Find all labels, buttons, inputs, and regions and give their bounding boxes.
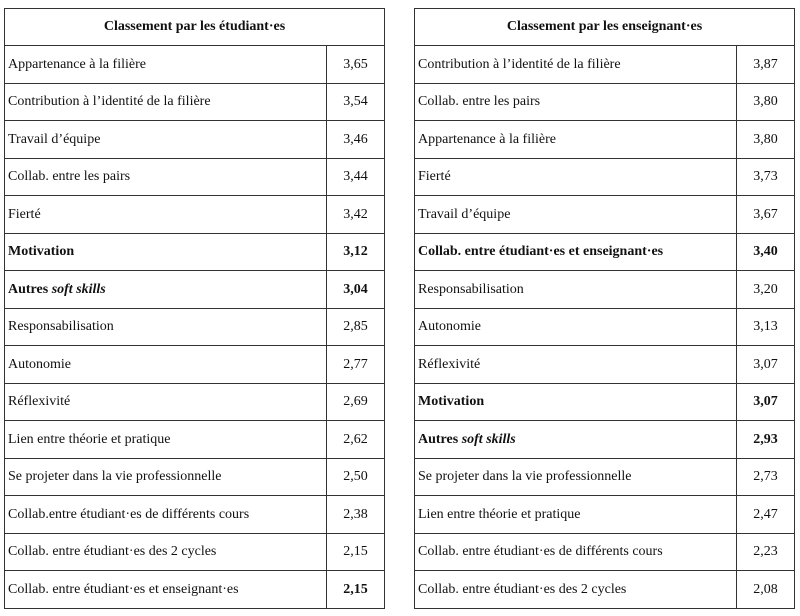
- row-label-text: Responsabilisation: [8, 319, 114, 335]
- row-label-text: Autonomie: [8, 356, 71, 372]
- row-score: 3,04: [327, 271, 385, 309]
- row-score: 3,42: [327, 196, 385, 234]
- table-row: [415, 196, 795, 234]
- row-label-text: Lien entre théorie et pratique: [8, 431, 171, 447]
- teacher-ranking-header-row: [415, 9, 795, 46]
- table-row: [415, 46, 795, 84]
- table-row: [5, 233, 385, 271]
- row-score: 3,54: [327, 83, 385, 121]
- row-label: [415, 233, 737, 271]
- row-label-text: Appartenance à la filière: [8, 56, 146, 72]
- row-score: 3,44: [327, 158, 385, 196]
- row-score: 3,13: [737, 308, 795, 346]
- row-label: [415, 196, 737, 234]
- teacher-ranking-header: Classement par les enseignant·es: [415, 9, 795, 46]
- row-score: 2,38: [327, 496, 385, 534]
- table-row: [5, 346, 385, 384]
- row-score: 3,65: [327, 46, 385, 84]
- row-label: [5, 271, 327, 309]
- row-score: 2,85: [327, 308, 385, 346]
- row-score: 2,23: [737, 533, 795, 571]
- row-score: 3,87: [737, 46, 795, 84]
- row-label-text: Responsabilisation: [418, 281, 524, 297]
- teacher-ranking-table: [414, 8, 795, 609]
- row-label: [415, 383, 737, 421]
- row-label: [415, 271, 737, 309]
- table-row: [415, 308, 795, 346]
- row-label: [5, 533, 327, 571]
- row-label-text: Réflexivité: [8, 394, 71, 410]
- row-label: [5, 46, 327, 84]
- row-label-text: Travail d’équipe: [418, 206, 511, 222]
- row-score: 2,62: [327, 421, 385, 459]
- row-label-text: Contribution à l’identité de la filière: [8, 94, 211, 110]
- table-row: [415, 233, 795, 271]
- row-label: [5, 196, 327, 234]
- row-label: [415, 346, 737, 384]
- row-score: 3,80: [737, 121, 795, 159]
- row-score: 3,20: [737, 271, 795, 309]
- table-row: [415, 383, 795, 421]
- table-row: [415, 271, 795, 309]
- row-label: [415, 571, 737, 609]
- row-score: 2,08: [737, 571, 795, 609]
- table-row: [415, 83, 795, 121]
- row-label-text: Fierté: [8, 206, 41, 222]
- row-score: 2,50: [327, 458, 385, 496]
- row-label: [5, 158, 327, 196]
- teacher-ranking-body: [415, 46, 795, 609]
- row-label-text: Collab. entre étudiant·es et enseignant·es: [8, 581, 239, 597]
- row-label: [415, 421, 737, 459]
- row-label: [5, 83, 327, 121]
- row-label: [5, 121, 327, 159]
- row-score: 2,73: [737, 458, 795, 496]
- row-label-text: Collab. entre étudiant·es des 2 cycles: [418, 581, 627, 597]
- student-ranking-header: Classement par les étudiant·es: [5, 9, 385, 46]
- row-score: 3,12: [327, 233, 385, 271]
- row-label: [415, 83, 737, 121]
- row-score: 3,07: [737, 383, 795, 421]
- row-label: [415, 121, 737, 159]
- row-label-emphasis: soft skills: [51, 281, 106, 297]
- table-row: [5, 158, 385, 196]
- row-label-text: Collab. entre étudiant·es et enseignant·es: [418, 244, 664, 260]
- table-row: [5, 421, 385, 459]
- table-row: [415, 533, 795, 571]
- row-label: [5, 346, 327, 384]
- row-label: [415, 458, 737, 496]
- table-row: [5, 458, 385, 496]
- row-score: 2,69: [327, 383, 385, 421]
- row-label-text: Collab.entre étudiant·es de différents cours: [8, 506, 250, 522]
- row-score: 2,77: [327, 346, 385, 384]
- row-score: 3,07: [737, 346, 795, 384]
- table-row: [5, 46, 385, 84]
- row-label-text: Lien entre théorie et pratique: [418, 506, 581, 522]
- table-row: [415, 121, 795, 159]
- row-label: [5, 308, 327, 346]
- row-label: [5, 458, 327, 496]
- row-label-text: Autonomie: [418, 319, 481, 335]
- table-row: [415, 346, 795, 384]
- row-label: [415, 496, 737, 534]
- table-row: [5, 196, 385, 234]
- row-label-text: Collab. entre les pairs: [418, 94, 541, 110]
- student-ranking-header-row: [5, 9, 385, 46]
- row-label: [5, 383, 327, 421]
- row-label-text: Collab. entre les pairs: [8, 169, 131, 185]
- row-label-text: Fierté: [418, 169, 451, 185]
- row-label-text: Motivation: [8, 244, 75, 260]
- row-label-text: Autres: [418, 431, 462, 447]
- table-row: [5, 308, 385, 346]
- table-row: [5, 83, 385, 121]
- table-row: [415, 458, 795, 496]
- table-row: [5, 271, 385, 309]
- row-label-text: Contribution à l’identité de la filière: [418, 56, 621, 72]
- row-label-text: Autres: [8, 281, 52, 297]
- table-row: [415, 158, 795, 196]
- row-score: 3,80: [737, 83, 795, 121]
- table-row: [5, 383, 385, 421]
- row-label: [415, 158, 737, 196]
- table-row: [5, 571, 385, 609]
- row-label-text: Se projeter dans la vie professionnelle: [8, 469, 222, 485]
- row-score: 2,93: [737, 421, 795, 459]
- row-label: [5, 421, 327, 459]
- row-score: 2,15: [327, 571, 385, 609]
- row-score: 2,47: [737, 496, 795, 534]
- table-row: [415, 421, 795, 459]
- row-score: 2,15: [327, 533, 385, 571]
- row-score: 3,73: [737, 158, 795, 196]
- row-label: [5, 571, 327, 609]
- row-label: [415, 46, 737, 84]
- row-label: [5, 233, 327, 271]
- row-label-text: Se projeter dans la vie professionnelle: [418, 469, 632, 485]
- student-ranking-body: [5, 46, 385, 609]
- row-score: 3,46: [327, 121, 385, 159]
- row-label-text: Réflexivité: [418, 356, 481, 372]
- row-score: 3,67: [737, 196, 795, 234]
- row-label: [5, 496, 327, 534]
- table-row: [5, 121, 385, 159]
- row-label-text: Collab. entre étudiant·es des 2 cycles: [8, 544, 217, 560]
- student-ranking-table: [4, 8, 385, 609]
- row-label-text: Appartenance à la filière: [418, 131, 556, 147]
- table-row: [5, 533, 385, 571]
- row-label: [415, 308, 737, 346]
- row-label-text: Travail d’équipe: [8, 131, 101, 147]
- table-row: [415, 496, 795, 534]
- row-label-text: Motivation: [418, 394, 485, 410]
- row-label-text: Collab. entre étudiant·es de différents cours: [418, 544, 663, 560]
- row-score: 3,40: [737, 233, 795, 271]
- table-row: [5, 496, 385, 534]
- table-row: [415, 571, 795, 609]
- row-label-emphasis: soft skills: [461, 431, 516, 447]
- row-label: [415, 533, 737, 571]
